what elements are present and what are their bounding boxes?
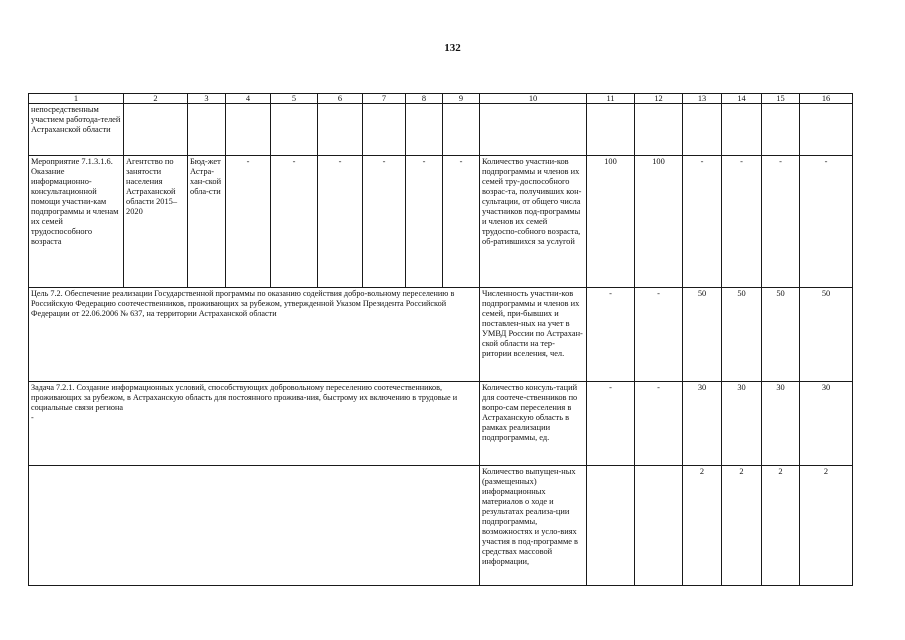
table-row <box>29 466 853 586</box>
cell-value: - <box>363 156 406 288</box>
cell-indicator: Количество консуль-таций для соотече-ственников по вопро-сам переселения в Астраханскую область в рамках реализации подпрограммы, ед. <box>480 382 587 466</box>
cell-value: 30 <box>800 382 853 466</box>
cell-value: 30 <box>762 382 800 466</box>
cell-funding: Бюд-жет Астра-хан-ской обла-сти <box>188 156 226 288</box>
cell-value: - <box>762 156 800 288</box>
cell-value: - <box>587 288 635 382</box>
col-header: 12 <box>635 94 683 104</box>
task-text-extra: - <box>31 413 34 422</box>
program-table <box>28 93 853 586</box>
cell-value <box>587 466 635 586</box>
task-text-body: Задача 7.2.1. Создание информационных условий, способствующих добровольному переселению соотечественников, проживающих за рубежом, в Астраханскую область для постоянного прожива-ния, быстрому их включению в трудовые и социальные связи региона <box>31 383 458 412</box>
col-header: 13 <box>683 94 722 104</box>
cell-value: - <box>226 156 271 288</box>
col-header: 3 <box>188 94 226 104</box>
cell-indicator: Количество выпущен-ных (размещенных) информационных материалов о ходе и результатах реализа-ции подпрограммы, возможностях и усло-виях участия в под-программе в средствах массовой информации, <box>480 466 587 586</box>
cell-value: - <box>443 156 480 288</box>
cell-value: - <box>800 156 853 288</box>
col-header: 4 <box>226 94 271 104</box>
cell-value: 2 <box>683 466 722 586</box>
cell-value: 2 <box>800 466 853 586</box>
cell-executor: Агентство по занятости населения Астраханской области 2015–2020 <box>124 156 188 288</box>
col-header: 9 <box>443 94 480 104</box>
cell-value: 30 <box>722 382 762 466</box>
table-row <box>29 156 853 288</box>
cell-value <box>635 466 683 586</box>
col-header: 16 <box>800 94 853 104</box>
cell-indicator: Численность участни-ков подпрограммы и членов их семей, при-бывших и поставлен-ных на учет в УМВД России по Астрахан-ской области на тер-ритории вселения, чел. <box>480 288 587 382</box>
col-header: 14 <box>722 94 762 104</box>
cell-value: 50 <box>722 288 762 382</box>
cell-description: непосредственным участием работода-телей Астраханской области <box>29 104 124 156</box>
table-row <box>29 104 853 156</box>
cell-value: - <box>722 156 762 288</box>
col-header: 11 <box>587 94 635 104</box>
empty-span-cell <box>29 466 480 586</box>
header-row <box>29 94 853 104</box>
cell-value: 2 <box>722 466 762 586</box>
cell-value: 100 <box>635 156 683 288</box>
cell-value: 30 <box>683 382 722 466</box>
col-header: 6 <box>318 94 363 104</box>
col-header: 2 <box>124 94 188 104</box>
table-row <box>29 382 853 466</box>
cell-value: - <box>271 156 318 288</box>
col-header: 10 <box>480 94 587 104</box>
cell-value: 50 <box>683 288 722 382</box>
col-header: 15 <box>762 94 800 104</box>
cell-value: - <box>635 288 683 382</box>
cell-value: - <box>587 382 635 466</box>
col-header: 8 <box>406 94 443 104</box>
cell-value: 2 <box>762 466 800 586</box>
col-header: 7 <box>363 94 406 104</box>
goal-text: Цель 7.2. Обеспечение реализации Государственной программы по оказанию содействия добро-вольному переселению в Российскую Федерацию соотечественников, проживающих за рубежом, утвержденной Указом Президента Российской Федерации от 22.06.2006 № 637, на территории Астраханской области <box>29 288 480 382</box>
col-header: 1 <box>29 94 124 104</box>
cell-value: - <box>318 156 363 288</box>
cell-value: 50 <box>800 288 853 382</box>
cell-value: - <box>406 156 443 288</box>
cell-measure: Мероприятие 7.1.3.1.6. Оказание информационно-консультационной помощи участни-кам подпрограммы и членам их семей трудоспособного возраста <box>29 156 124 288</box>
cell-indicator: Количество участни-ков подпрограммы и членов их семей тру-доспособного возрас-та, получивших кон-сультации, от общего числа участников под-программы и членов их семей трудоспо-собного возраста, об-ратившихся за услугой <box>480 156 587 288</box>
table-row <box>29 288 853 382</box>
cell-value: 100 <box>587 156 635 288</box>
cell-value: - <box>683 156 722 288</box>
cell-value: - <box>635 382 683 466</box>
task-text <box>29 382 480 466</box>
cell-value: 50 <box>762 288 800 382</box>
page-number: 132 <box>444 42 461 54</box>
col-header: 5 <box>271 94 318 104</box>
